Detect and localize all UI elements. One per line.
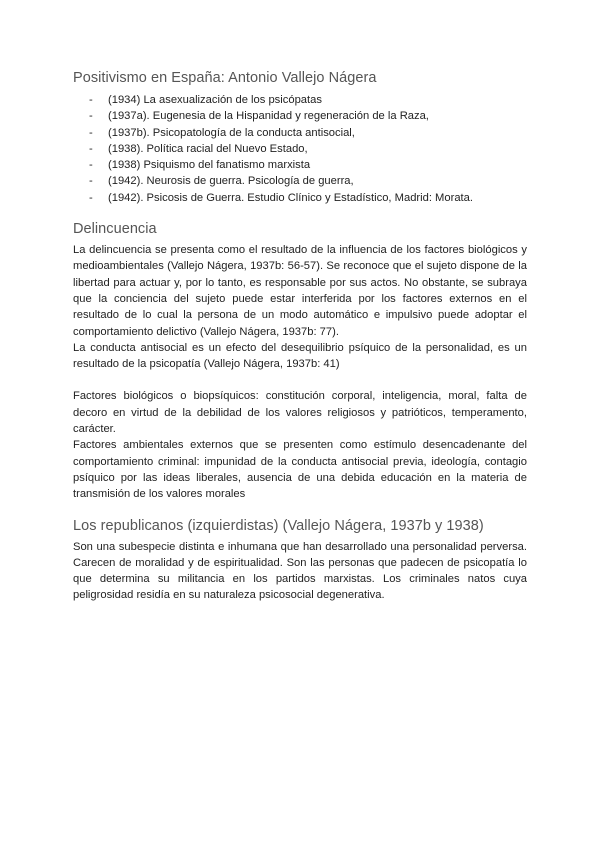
heading-positivismo: Positivismo en España: Antonio Vallejo Nágera (73, 70, 377, 86)
list-item-text: (1937a). Eugenesia de la Hispanidad y regeneración de la Raza, (108, 110, 429, 123)
paragraph-factores-biologicos: Factores biológicos o biopsíquicos: constitución corporal, inteligencia, moral, falta de decoro en virtud de la debilidad de los valores religiosos y patrióticos, temperamento, carácter. (73, 390, 527, 436)
list-item (73, 141, 527, 157)
list-item (73, 125, 527, 141)
list-item-text: (1934) La asexualización de los psicópatas (108, 94, 322, 106)
paragraph-factores-ambientales: Factores ambientales externos que se presenten como estímulo desencadenante del comportamiento criminal: impunidad de la conducta antisocial previa, ideología, contagio psíquico por las ideas liberales, ausencia de una debida educación en la materia de transmisión de los valores morales (73, 439, 527, 501)
list-item-text: (1942). Neurosis de guerra. Psicología de guerra, (108, 175, 354, 188)
list-bullet: - (89, 159, 93, 172)
list-item (73, 92, 527, 108)
list-bullet: - (89, 126, 93, 139)
heading-delincuencia: Delincuencia (73, 221, 157, 238)
list-item-text: (1937b). Psicopatología de la conducta antisocial, (108, 126, 355, 139)
list-bullet: - (89, 142, 93, 155)
paragraph-delincuencia-2: La conducta antisocial es un efecto del desequilibrio psíquico de la personalidad, es un resultado de la psicopatía (Vallejo Nágera, 1937b: 41) (73, 341, 527, 371)
list-item (73, 173, 527, 189)
paragraph-republicanos: Son una subespecie distinta e inhumana que han desarrollado una personalidad perversa. Carecen de moralidad y de espiritualidad. Son las personas que padecen de psicopatía lo que determina su militancia en los partidos marxistas. Los criminales natos cuya peligrosidad residía en su naturaleza psicosocial degenerativa. (73, 540, 527, 602)
list-item-text: (1938) Psiquismo del fanatismo marxista (108, 159, 311, 172)
list-item-text: (1938). Política racial del Nuevo Estado, (108, 142, 308, 155)
delincuencia-body (73, 242, 527, 372)
list-bullet: - (89, 175, 93, 188)
list-bullet: - (89, 191, 93, 204)
paragraph-spacer (73, 372, 527, 388)
list-bullet: - (89, 94, 93, 106)
heading-republicanos: Los republicanos (izquierdistas) (Vallejo Nágera, 1937b y 1938) (73, 517, 484, 534)
reference-list (73, 92, 527, 206)
list-item (73, 157, 527, 173)
document-page (73, 68, 527, 604)
list-item (73, 190, 527, 206)
paragraph-delincuencia-1: La delincuencia se presenta como el resultado de la influencia de los factores biológicos y medioambientales (Vallejo Nágera, 1937b: 56-57). Se reconoce que el sujeto dispone de la libertad para actuar y, por lo tanto, es responsable por sus actos. No obstante, se subraya que la conciencia del sujeto puede estar interferida por los factores externos en el resultado de lo cual la persona de un modo automático e impulsivo puede adoptar el comportamiento delictivo (Vallejo Nágera, 1937b: 77). (73, 244, 527, 338)
factores-body (73, 388, 527, 502)
list-bullet: - (89, 110, 93, 123)
republicanos-body (73, 539, 527, 604)
list-item-text: (1942). Psicosis de Guerra. Estudio Clínico y Estadístico, Madrid: Morata. (108, 191, 473, 204)
list-item (73, 108, 527, 124)
